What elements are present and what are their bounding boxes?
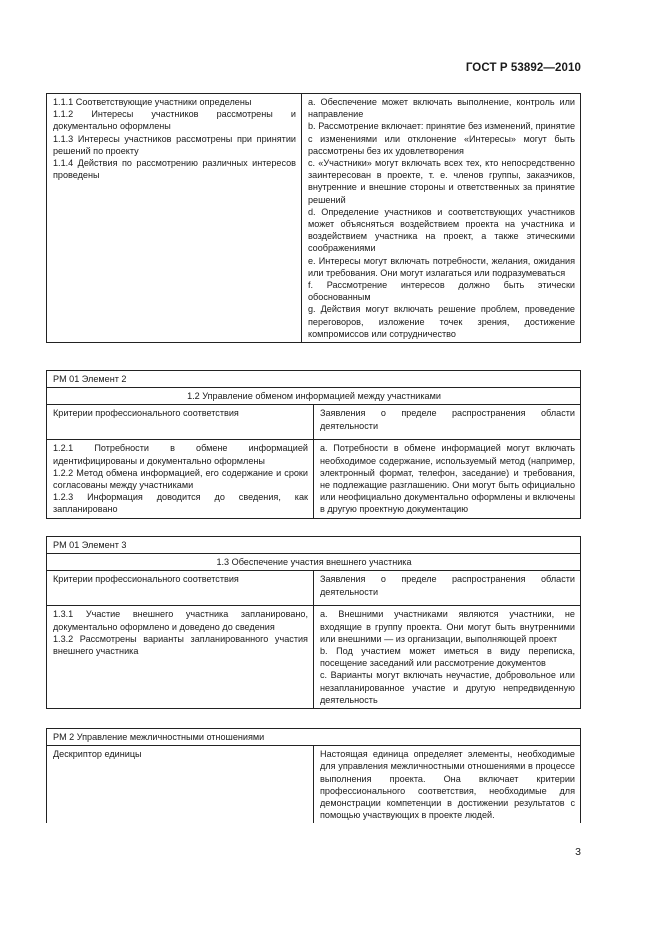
table-row — [47, 388, 581, 405]
criteria-item: 1.3.2 Рассмотрены варианты запланированного участия внешнего участника — [53, 633, 308, 657]
column-header-text: Критерии профессионального соответствия — [53, 574, 239, 585]
element-label: PM 01 Элемент 2 — [47, 371, 581, 388]
column-header-criteria — [47, 571, 314, 606]
unit-descriptor-label: Дескриптор единицы — [47, 746, 314, 824]
criteria-item: 1.2.2 Метод обмена информацией, его содержание и сроки согласованы между участниками — [53, 467, 308, 491]
criteria-item: 1.1.2 Интересы участников рассмотрены и документально оформлены — [53, 109, 296, 132]
range-item: f. Рассмотрение интересов должно быть этически обоснованным — [308, 280, 575, 303]
column-header-range — [314, 571, 581, 606]
element-label: PM 01 Элемент 3 — [47, 537, 581, 554]
table-row — [47, 729, 581, 746]
element2-table — [46, 370, 581, 519]
element1-criteria-table — [46, 93, 581, 343]
table-header-row — [47, 405, 581, 440]
range-cell — [302, 94, 581, 343]
table-row — [47, 94, 581, 343]
range-cell — [314, 606, 581, 709]
range-item: a. Потребности в обмене информацией могут включать необходимое содержание, используемый метод (например, электронный формат, телефон, заседание) и требования, не подлежащие разглашению. Они могут быть официально или неофициально документально оформлены и включены в другую проектную документацию — [320, 443, 575, 515]
element-title: 1.3 Обеспечение участия внешнего участника — [47, 554, 581, 571]
criteria-cell — [47, 606, 314, 709]
table-row — [47, 606, 581, 709]
table-row — [47, 440, 581, 518]
criteria-item: 1.1.4 Действия по рассмотрению различных интересов проведены — [53, 158, 296, 181]
page-number: 3 — [575, 846, 581, 858]
column-header-text: Заявления о пределе распространения области деятельности — [320, 408, 575, 431]
range-item: b. Рассмотрение включает: принятие без изменений, принятие с изменениями или отклонение «Интересы» могут быть рассмотрены без их удовлетворения — [308, 121, 575, 156]
document-header: ГОСТ Р 53892—2010 — [465, 62, 581, 74]
table-row — [47, 554, 581, 571]
column-header-text: Критерии профессионального соответствия — [53, 408, 239, 419]
range-item: a. Обеспечение может включать выполнение, контроль или направление — [308, 97, 575, 120]
column-header-text: Заявления о пределе распространения области деятельности — [320, 574, 575, 597]
element-title: 1.2 Управление обменом информацией между участниками — [47, 388, 581, 405]
range-item: a. Внешними участниками являются участники, не входящие в группу проекта. Они могут быть внутренними или внешними — из организации, выполняющей проект — [320, 609, 575, 644]
unit-pm2-table — [46, 728, 581, 823]
column-header-criteria — [47, 405, 314, 440]
table-row — [47, 371, 581, 388]
range-item: d. Определение участников и соответствующих участников может объясняться воздействием проекта на участника и воздействием участника на проект, а также этическими соображениями — [308, 206, 575, 254]
criteria-item: 1.2.1 Потребности в обмене информацией идентифицированы и документально оформлены — [53, 443, 308, 466]
range-cell — [314, 440, 581, 518]
criteria-item: 1.1.3 Интересы участников рассмотрены при принятии решений по проекту — [53, 133, 296, 156]
range-item: b. Под участием может иметься в виду переписка, посещение заседаний или рассмотрение документов — [320, 646, 575, 669]
range-item: e. Интересы могут включать потребности, желания, ожидания или требования. Они могут излагаться или подразумеваться — [308, 255, 575, 278]
criteria-item: 1.3.1 Участие внешнего участника запланировано, документально оформлено и доведено до сведения — [53, 609, 308, 632]
table-row — [47, 746, 581, 824]
table-row — [47, 537, 581, 554]
unit-title: PM 2 Управление межличностными отношениями — [47, 729, 581, 746]
table-header-row — [47, 571, 581, 606]
criteria-item: 1.1.1 Соответствующие участники определены — [53, 97, 252, 107]
descriptor-paragraph: Настоящая единица определяет элементы, необходимые для управления межличностными отношениями в процессе выполнения проекта. Она включает критерии профессионального соответствия, необходимые для демонстрации компетенции в достижении результатов с помощью участвующих в проекте людей. — [320, 749, 575, 821]
criteria-cell — [47, 94, 302, 343]
range-item: c. «Участники» могут включать всех тех, кто непосредственно заинтересован в проекте, т. е. членов группы, заказчиков, внутренние и внешние стороны и ответственных за принятие решений — [308, 158, 575, 205]
criteria-cell — [47, 440, 314, 518]
criteria-item: 1.2.3 Информация доводится до сведения, как запланировано — [53, 492, 308, 515]
element3-table — [46, 536, 581, 709]
range-item: g. Действия могут включать решение проблем, проведение переговоров, изложение точек зрения, достижение компромиссов или сотрудничество — [308, 304, 575, 339]
unit-descriptor-text — [314, 746, 581, 824]
range-item: c. Варианты могут включать неучастие, добровольное или незапланированное участие и другую непредвиденную деятельность — [320, 670, 575, 705]
column-header-range — [314, 405, 581, 440]
